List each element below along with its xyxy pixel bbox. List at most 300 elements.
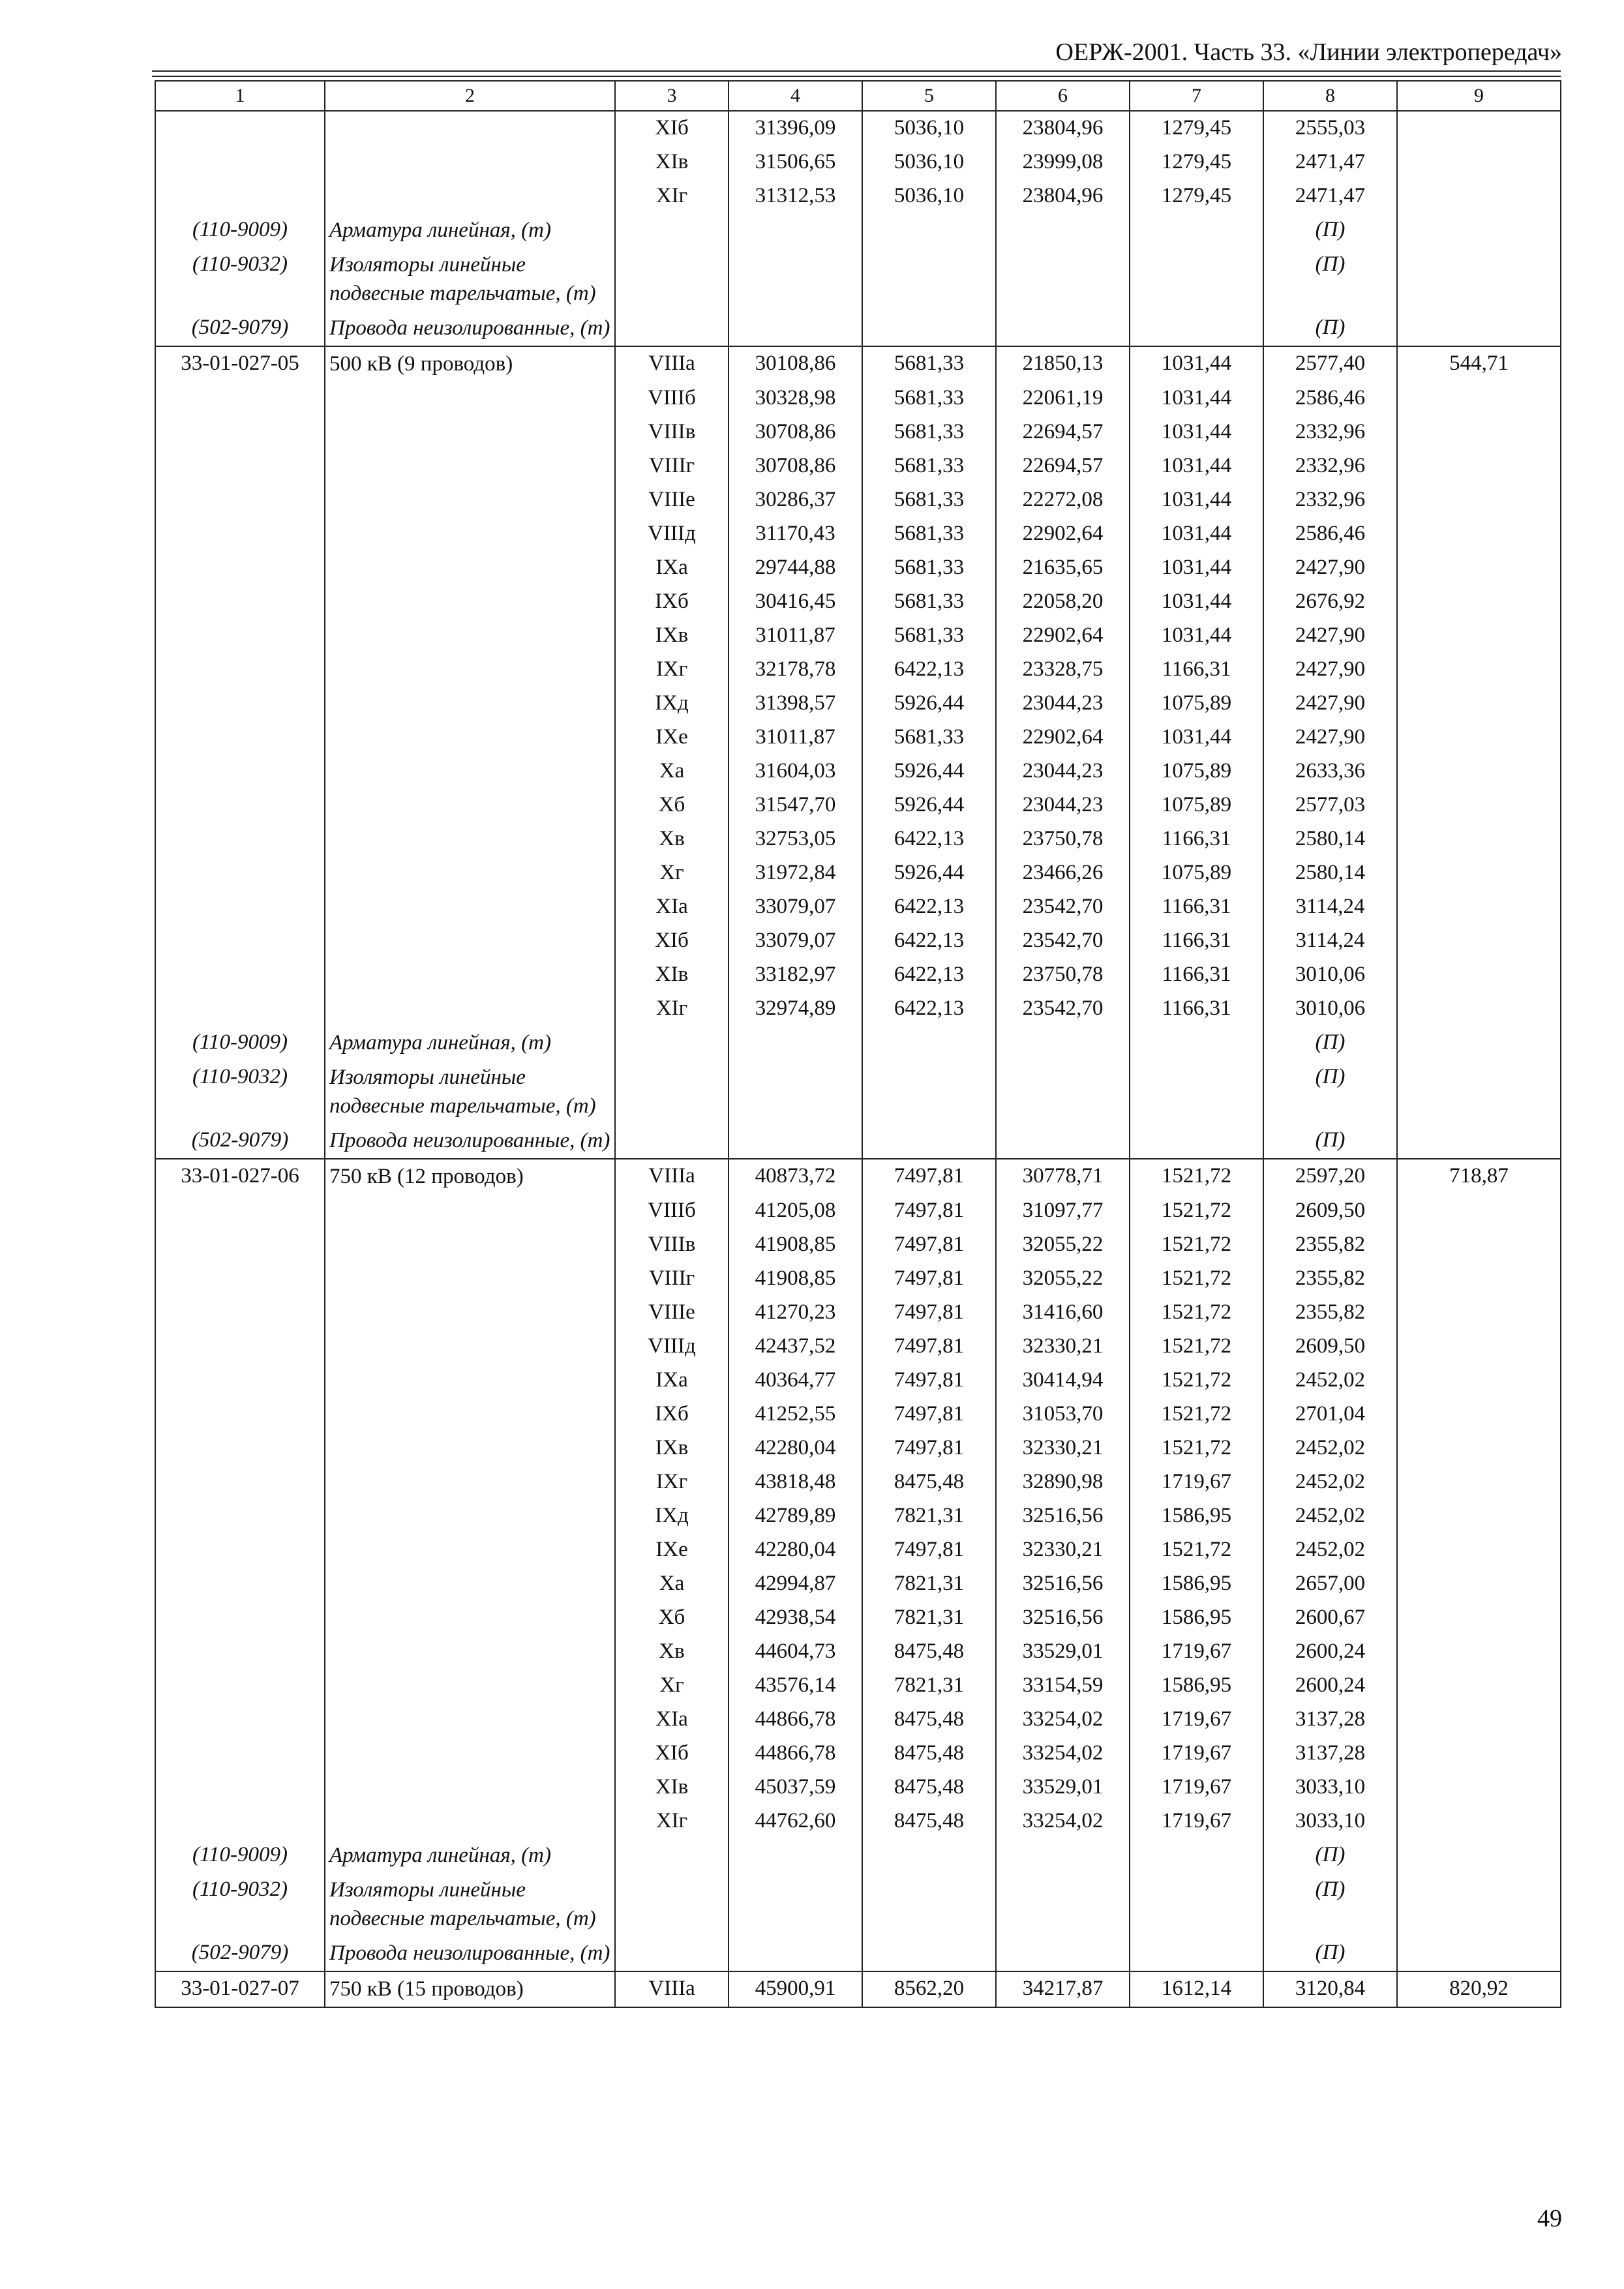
description-cell [325,517,615,551]
total-cost-cell: 44866,78 [729,1737,862,1771]
materials-cell: 2452,02 [1263,1499,1397,1533]
code-cell: 33-01-027-06 [155,1159,325,1194]
column-number-cell: 4 [729,81,862,111]
materials-cell: (П) [1263,1124,1397,1159]
zone-cell: IXб [615,1398,729,1431]
wages-cell: 5681,33 [862,483,996,517]
rates-table [155,80,1561,2008]
material-row [155,1124,1561,1159]
driver-wages-cell: 1166,31 [1130,958,1263,992]
total-cost-cell [729,311,862,346]
zone-cell: IXа [615,1364,729,1398]
materials-cell: 2633,36 [1263,755,1397,788]
wages-cell: 8475,48 [862,1771,996,1804]
zone-cell: IXа [615,551,729,585]
machines-cell [996,1026,1130,1060]
driver-wages-cell [1130,1936,1263,1971]
group-row [155,1971,1561,2007]
code-cell [155,179,325,213]
code-cell: (502-9079) [155,311,325,346]
materials-cell: (П) [1263,311,1397,346]
materials-cell: 2586,46 [1263,517,1397,551]
machines-cell: 22694,57 [996,449,1130,483]
driver-wages-cell: 1166,31 [1130,822,1263,856]
table-row [155,1364,1561,1398]
column-number-cell: 6 [996,81,1130,111]
zone-cell: Xг [615,856,729,890]
driver-wages-cell: 1279,45 [1130,179,1263,213]
labor-cell: 544,71 [1397,346,1561,382]
labor-cell [1397,1364,1561,1398]
materials-cell: 2355,82 [1263,1228,1397,1262]
total-cost-cell: 31170,43 [729,517,862,551]
code-cell: 33-01-027-05 [155,346,325,382]
code-cell [155,1533,325,1567]
materials-cell: 2427,90 [1263,619,1397,653]
code-cell [155,1567,325,1601]
description-cell: Изоляторы линейные подвесные тарельчатые, (т) [325,1873,615,1936]
zone-cell [615,248,729,311]
wages-cell: 7497,81 [862,1228,996,1262]
total-cost-cell: 42938,54 [729,1601,862,1635]
labor-cell [1397,1873,1561,1936]
machines-cell: 32516,56 [996,1601,1130,1635]
materials-cell: (П) [1263,248,1397,311]
materials-cell: 2555,03 [1263,111,1397,145]
labor-cell [1397,1398,1561,1431]
machines-cell [996,1838,1130,1873]
wages-cell [862,248,996,311]
total-cost-cell: 42789,89 [729,1499,862,1533]
zone-cell: VIIIд [615,1330,729,1364]
zone-cell: XIа [615,890,729,924]
total-cost-cell: 31547,70 [729,788,862,822]
machines-cell [996,311,1130,346]
materials-cell: 2600,24 [1263,1669,1397,1703]
description-cell [325,687,615,721]
total-cost-cell: 33182,97 [729,958,862,992]
description-cell [325,1669,615,1703]
table-row [155,619,1561,653]
table-row [155,755,1561,788]
code-cell: (110-9032) [155,1060,325,1124]
materials-cell: 3033,10 [1263,1804,1397,1838]
machines-cell: 32330,21 [996,1330,1130,1364]
zone-cell [615,1873,729,1936]
total-cost-cell: 30416,45 [729,585,862,619]
driver-wages-cell: 1521,72 [1130,1296,1263,1330]
labor-cell [1397,619,1561,653]
total-cost-cell: 43576,14 [729,1669,862,1703]
total-cost-cell: 42437,52 [729,1330,862,1364]
table-row [155,1262,1561,1296]
total-cost-cell [729,1838,862,1873]
description-cell [325,145,615,179]
description-cell [325,653,615,687]
materials-cell: (П) [1263,213,1397,248]
zone-cell: XIв [615,145,729,179]
driver-wages-cell: 1521,72 [1130,1364,1263,1398]
total-cost-cell: 30328,98 [729,382,862,415]
labor-cell [1397,1601,1561,1635]
driver-wages-cell: 1719,67 [1130,1635,1263,1669]
code-cell [155,1465,325,1499]
code-cell [155,415,325,449]
labor-cell [1397,924,1561,958]
table-row [155,890,1561,924]
machines-cell: 23999,08 [996,145,1130,179]
zone-cell: Xг [615,1669,729,1703]
machines-cell: 22902,64 [996,517,1130,551]
description-cell: Арматура линейная, (т) [325,1838,615,1873]
total-cost-cell: 31011,87 [729,619,862,653]
driver-wages-cell: 1031,44 [1130,382,1263,415]
zone-cell: VIIIа [615,1159,729,1194]
labor-cell [1397,1060,1561,1124]
table-row [155,856,1561,890]
driver-wages-cell: 1031,44 [1130,721,1263,755]
machines-cell [996,1936,1130,1971]
column-number-row [155,81,1561,111]
code-cell [155,822,325,856]
materials-cell: 3120,84 [1263,1971,1397,2007]
description-cell [325,1601,615,1635]
materials-cell: (П) [1263,1838,1397,1873]
machines-cell: 21850,13 [996,346,1130,382]
machines-cell: 30414,94 [996,1364,1130,1398]
description-cell: Провода неизолированные, (т) [325,1936,615,1971]
table-row [155,1737,1561,1771]
labor-cell: 718,87 [1397,1159,1561,1194]
labor-cell [1397,111,1561,145]
total-cost-cell [729,1936,862,1971]
zone-cell: Xа [615,1567,729,1601]
material-row [155,311,1561,346]
machines-cell: 22902,64 [996,721,1130,755]
table-row [155,517,1561,551]
code-cell: (502-9079) [155,1124,325,1159]
page-number: 49 [1537,2205,1562,2232]
materials-cell: 2577,03 [1263,788,1397,822]
code-cell [155,890,325,924]
labor-cell [1397,1499,1561,1533]
zone-cell: XIв [615,958,729,992]
labor-cell [1397,721,1561,755]
zone-cell: VIIIв [615,415,729,449]
column-number-cell: 7 [1130,81,1263,111]
materials-cell: 2355,82 [1263,1296,1397,1330]
labor-cell [1397,585,1561,619]
wages-cell: 7497,81 [862,1364,996,1398]
description-cell [325,1499,615,1533]
table-row [155,653,1561,687]
wages-cell: 5036,10 [862,111,996,145]
description-cell [325,1398,615,1431]
total-cost-cell: 31398,57 [729,687,862,721]
machines-cell: 32330,21 [996,1431,1130,1465]
total-cost-cell [729,1026,862,1060]
total-cost-cell: 29744,88 [729,551,862,585]
description-cell: Провода неизолированные, (т) [325,311,615,346]
machines-cell: 23804,96 [996,179,1130,213]
code-cell [155,111,325,145]
driver-wages-cell: 1719,67 [1130,1737,1263,1771]
driver-wages-cell: 1586,95 [1130,1601,1263,1635]
zone-cell: IXв [615,619,729,653]
code-cell [155,585,325,619]
wages-cell: 5681,33 [862,619,996,653]
table-row [155,788,1561,822]
machines-cell: 34217,87 [996,1971,1130,2007]
machines-cell: 22058,20 [996,585,1130,619]
description-cell [325,619,615,653]
materials-cell: 3114,24 [1263,890,1397,924]
zone-cell: VIIIе [615,1296,729,1330]
materials-cell: 2332,96 [1263,449,1397,483]
wages-cell: 7497,81 [862,1398,996,1431]
total-cost-cell: 41908,85 [729,1228,862,1262]
code-cell [155,1703,325,1737]
materials-cell: 3010,06 [1263,992,1397,1026]
table-row [155,1228,1561,1262]
zone-cell: Xа [615,755,729,788]
code-cell [155,382,325,415]
wages-cell: 7497,81 [862,1194,996,1228]
total-cost-cell: 31506,65 [729,145,862,179]
materials-cell: 2452,02 [1263,1364,1397,1398]
table-row [155,992,1561,1026]
zone-cell: VIIIв [615,1228,729,1262]
materials-cell: 2600,24 [1263,1635,1397,1669]
table-row [155,1669,1561,1703]
wages-cell [862,1026,996,1060]
column-number-cell: 3 [615,81,729,111]
driver-wages-cell: 1521,72 [1130,1533,1263,1567]
labor-cell [1397,958,1561,992]
wages-cell: 7497,81 [862,1159,996,1194]
description-cell: Арматура линейная, (т) [325,1026,615,1060]
description-cell [325,483,615,517]
labor-cell [1397,1703,1561,1737]
table-row [155,1804,1561,1838]
machines-cell: 21635,65 [996,551,1130,585]
materials-cell: 2355,82 [1263,1262,1397,1296]
total-cost-cell: 44762,60 [729,1804,862,1838]
table-row [155,1635,1561,1669]
group-row [155,346,1561,382]
group-row [155,1159,1561,1194]
code-cell [155,1804,325,1838]
code-cell [155,1194,325,1228]
driver-wages-cell [1130,1124,1263,1159]
wages-cell [862,1936,996,1971]
labor-cell [1397,822,1561,856]
labor-cell [1397,1838,1561,1873]
labor-cell [1397,890,1561,924]
labor-cell [1397,248,1561,311]
materials-cell: 2597,20 [1263,1159,1397,1194]
machines-cell: 32890,98 [996,1465,1130,1499]
wages-cell [862,1838,996,1873]
machines-cell: 23750,78 [996,822,1130,856]
total-cost-cell: 43818,48 [729,1465,862,1499]
code-cell [155,1499,325,1533]
machines-cell: 32330,21 [996,1533,1130,1567]
zone-cell: IXб [615,585,729,619]
driver-wages-cell [1130,1838,1263,1873]
description-cell: Изоляторы линейные подвесные тарельчатые, (т) [325,248,615,311]
materials-cell: 2427,90 [1263,721,1397,755]
total-cost-cell: 41270,23 [729,1296,862,1330]
description-cell [325,822,615,856]
material-row [155,1026,1561,1060]
materials-cell: 2471,47 [1263,145,1397,179]
total-cost-cell: 45900,91 [729,1971,862,2007]
labor-cell [1397,1262,1561,1296]
driver-wages-cell: 1031,44 [1130,483,1263,517]
materials-cell: 3010,06 [1263,958,1397,992]
table-row [155,958,1561,992]
materials-cell: 3033,10 [1263,1771,1397,1804]
material-row [155,1060,1561,1124]
description-cell: 750 кВ (15 проводов) [325,1971,615,2007]
total-cost-cell: 32178,78 [729,653,862,687]
description-cell [325,415,615,449]
machines-cell: 32516,56 [996,1567,1130,1601]
wages-cell: 5681,33 [862,517,996,551]
labor-cell [1397,449,1561,483]
total-cost-cell: 33079,07 [729,890,862,924]
materials-cell: (П) [1263,1873,1397,1936]
materials-cell: 3137,28 [1263,1703,1397,1737]
zone-cell: XIв [615,1771,729,1804]
zone-cell: IXг [615,1465,729,1499]
driver-wages-cell: 1521,72 [1130,1330,1263,1364]
total-cost-cell: 41205,08 [729,1194,862,1228]
machines-cell: 31053,70 [996,1398,1130,1431]
labor-cell [1397,382,1561,415]
driver-wages-cell: 1166,31 [1130,992,1263,1026]
zone-cell [615,1026,729,1060]
wages-cell: 7821,31 [862,1567,996,1601]
code-cell [155,1330,325,1364]
zone-cell: XIг [615,992,729,1026]
code-cell [155,788,325,822]
machines-cell: 22061,19 [996,382,1130,415]
labor-cell [1397,213,1561,248]
driver-wages-cell [1130,213,1263,248]
zone-cell [615,1124,729,1159]
materials-cell: 2657,00 [1263,1567,1397,1601]
materials-cell: 2586,46 [1263,382,1397,415]
zone-cell: VIIIа [615,1971,729,2007]
zone-cell: IXд [615,687,729,721]
labor-cell [1397,179,1561,213]
wages-cell: 5926,44 [862,755,996,788]
code-cell [155,958,325,992]
machines-cell: 31416,60 [996,1296,1130,1330]
machines-cell: 23044,23 [996,788,1130,822]
labor-cell [1397,1635,1561,1669]
description-cell: Провода неизолированные, (т) [325,1124,615,1159]
description-cell [325,721,615,755]
code-cell [155,687,325,721]
zone-cell: IXг [615,653,729,687]
materials-cell: 2676,92 [1263,585,1397,619]
wages-cell: 6422,13 [862,822,996,856]
header-rule [152,76,1561,77]
machines-cell: 22272,08 [996,483,1130,517]
description-cell [325,1804,615,1838]
total-cost-cell: 41252,55 [729,1398,862,1431]
materials-cell: 2452,02 [1263,1465,1397,1499]
code-cell: 33-01-027-07 [155,1971,325,2007]
machines-cell: 33529,01 [996,1771,1130,1804]
wages-cell: 5681,33 [862,449,996,483]
labor-cell [1397,1124,1561,1159]
driver-wages-cell: 1719,67 [1130,1771,1263,1804]
zone-cell: IXе [615,721,729,755]
labor-cell [1397,145,1561,179]
wages-cell: 7821,31 [862,1669,996,1703]
total-cost-cell: 40873,72 [729,1159,862,1194]
description-cell: Арматура линейная, (т) [325,213,615,248]
machines-cell: 22694,57 [996,415,1130,449]
wages-cell: 8475,48 [862,1804,996,1838]
materials-cell: 2452,02 [1263,1431,1397,1465]
driver-wages-cell: 1031,44 [1130,619,1263,653]
code-cell [155,1296,325,1330]
code-cell [155,755,325,788]
code-cell: (110-9009) [155,213,325,248]
total-cost-cell [729,1060,862,1124]
driver-wages-cell: 1719,67 [1130,1804,1263,1838]
machines-cell: 23542,70 [996,992,1130,1026]
driver-wages-cell: 1166,31 [1130,890,1263,924]
zone-cell: XIб [615,111,729,145]
description-cell [325,1330,615,1364]
code-cell [155,1398,325,1431]
code-cell [155,1635,325,1669]
code-cell: (110-9032) [155,1873,325,1936]
table-row [155,1194,1561,1228]
machines-cell: 33254,02 [996,1703,1130,1737]
machines-cell: 30778,71 [996,1159,1130,1194]
materials-cell: 2427,90 [1263,653,1397,687]
zone-cell: XIб [615,924,729,958]
driver-wages-cell: 1521,72 [1130,1398,1263,1431]
table-row [155,1398,1561,1431]
total-cost-cell: 31972,84 [729,856,862,890]
wages-cell: 5036,10 [862,145,996,179]
driver-wages-cell: 1166,31 [1130,653,1263,687]
labor-cell [1397,788,1561,822]
machines-cell [996,213,1130,248]
total-cost-cell: 44604,73 [729,1635,862,1669]
wages-cell: 8475,48 [862,1465,996,1499]
machines-cell: 23542,70 [996,890,1130,924]
code-cell [155,924,325,958]
table-row [155,382,1561,415]
total-cost-cell: 31396,09 [729,111,862,145]
zone-cell: Xв [615,1635,729,1669]
description-cell [325,449,615,483]
wages-cell: 5681,33 [862,721,996,755]
labor-cell [1397,1669,1561,1703]
table-row [155,1771,1561,1804]
driver-wages-cell: 1031,44 [1130,551,1263,585]
total-cost-cell: 31011,87 [729,721,862,755]
